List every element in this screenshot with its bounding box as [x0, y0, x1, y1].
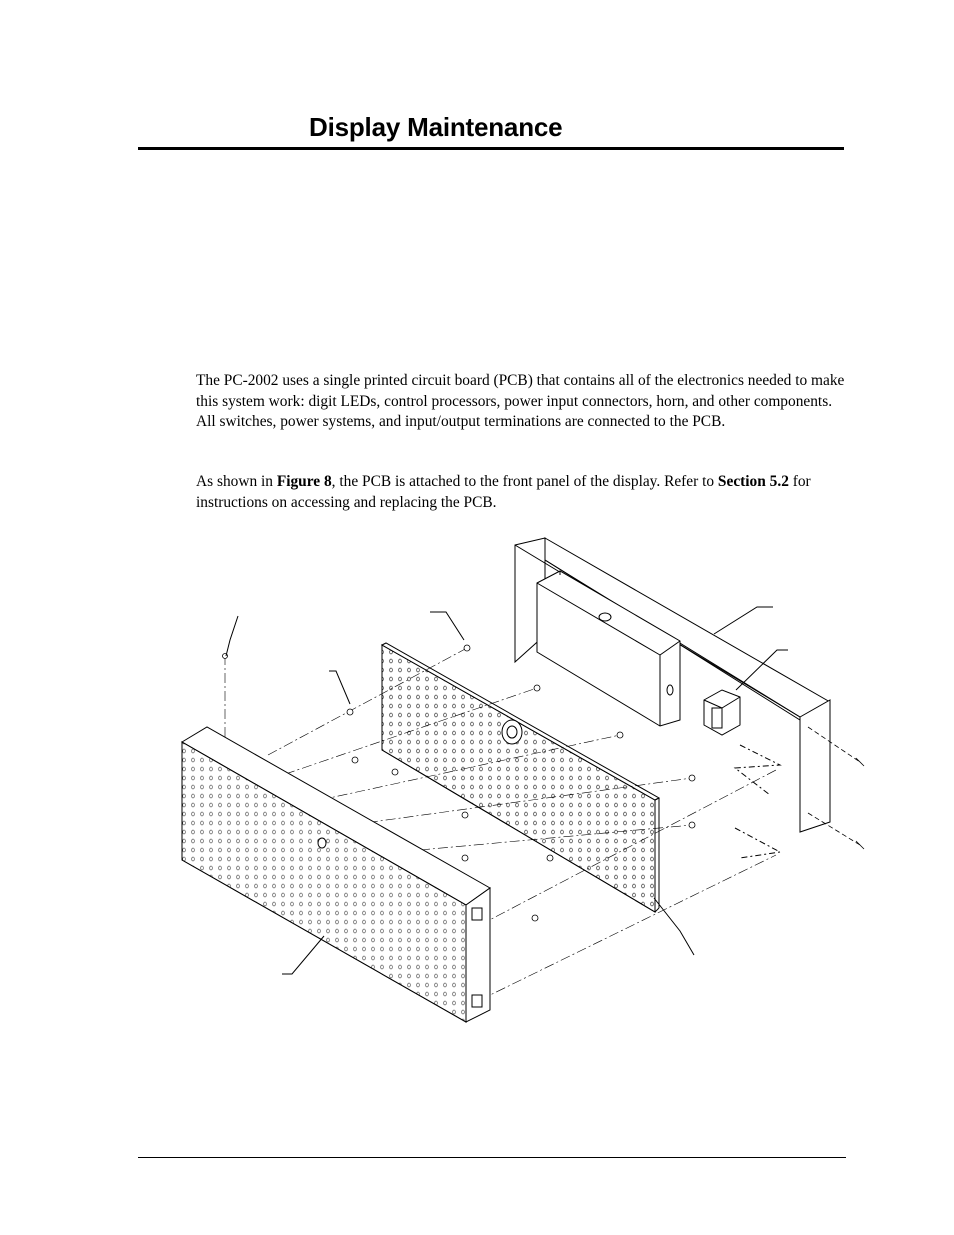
page-title: Display Maintenance: [309, 112, 563, 142]
footer-rule: [138, 1157, 846, 1158]
paragraph-pcb-overview: The PC-2002 uses a single printed circuit board (PCB) that contains all of the electronics needed to make this system work: digit LEDs, control processors, power input connectors, horn, and other components. All switches, power systems, and input/output terminations are connected to the PCB.: [196, 372, 845, 431]
figure-reference: Figure 8: [276, 473, 332, 490]
exploded-assembly-diagram: [170, 530, 870, 1035]
p2-text-c: for instructions on accessing and replacing the PCB.: [196, 473, 811, 511]
p2-text-a: As shown in: [196, 473, 277, 490]
title-underline: [138, 147, 844, 150]
paragraph-pcb-location: [196, 472, 846, 513]
section-reference: Section 5.2: [717, 473, 789, 490]
p2-text-b: , the PCB is attached to the front panel of the display. Refer to: [331, 473, 718, 490]
